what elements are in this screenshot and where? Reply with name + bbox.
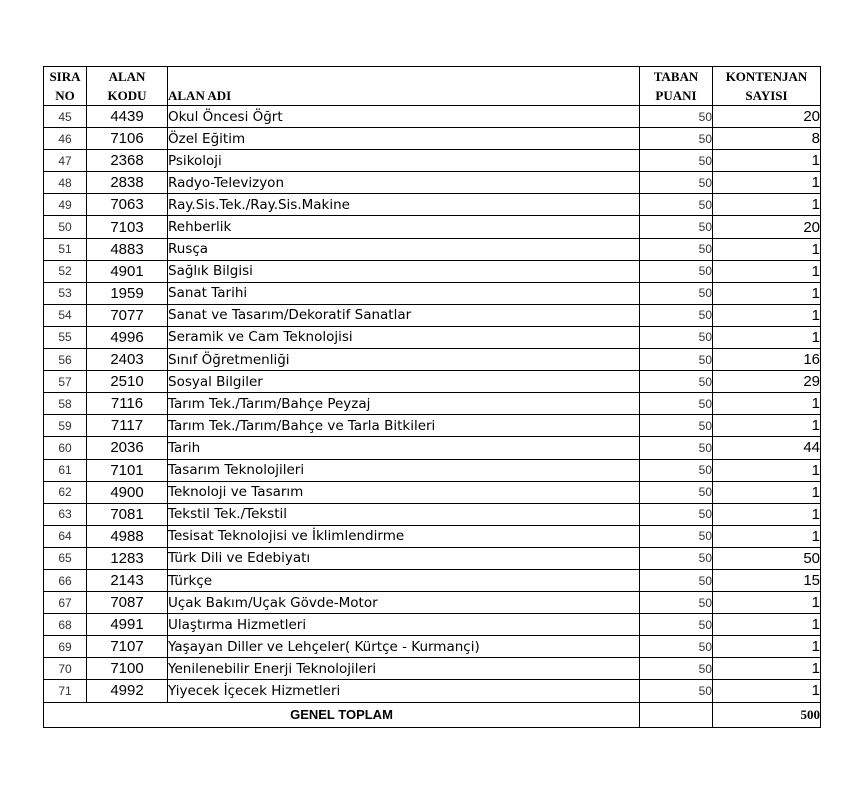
table-row xyxy=(44,437,821,459)
cell-alan-kodu: 4900 xyxy=(87,481,168,503)
cell-sira-no: 62 xyxy=(44,481,87,503)
cell-taban-puani: 50 xyxy=(640,393,713,415)
cell-taban-puani: 50 xyxy=(640,415,713,437)
cell-taban-puani: 50 xyxy=(640,371,713,393)
cell-alan-kodu: 2403 xyxy=(87,349,168,371)
cell-kontenjan-sayisi: 1 xyxy=(713,326,821,348)
table-row xyxy=(44,128,821,150)
cell-sira-no: 64 xyxy=(44,525,87,547)
cell-taban-puani: 50 xyxy=(640,216,713,238)
table-row xyxy=(44,459,821,481)
cell-alan-kodu: 4901 xyxy=(87,260,168,282)
table-row xyxy=(44,371,821,393)
cell-alan-adi: Tarım Tek./Tarım/Bahçe Peyzaj xyxy=(168,393,640,415)
cell-taban-puani: 50 xyxy=(640,481,713,503)
cell-sira-no: 51 xyxy=(44,238,87,260)
cell-sira-no: 69 xyxy=(44,636,87,658)
cell-kontenjan-sayisi: 1 xyxy=(713,459,821,481)
cell-kontenjan-sayisi: 29 xyxy=(713,371,821,393)
header-sira-line1: SIRA xyxy=(49,69,81,84)
cell-taban-puani: 50 xyxy=(640,106,713,128)
header-kont-line1: KONTENJAN xyxy=(725,69,808,84)
table-row xyxy=(44,636,821,658)
cell-alan-adi: Teknoloji ve Tasarım xyxy=(168,481,640,503)
cell-alan-kodu: 7087 xyxy=(87,592,168,614)
cell-alan-adi: Tarım Tek./Tarım/Bahçe ve Tarla Bitkileri xyxy=(168,415,640,437)
cell-taban-puani: 50 xyxy=(640,150,713,172)
table-row xyxy=(44,481,821,503)
cell-alan-kodu: 4439 xyxy=(87,106,168,128)
cell-kontenjan-sayisi: 1 xyxy=(713,393,821,415)
table-row xyxy=(44,194,821,216)
cell-kontenjan-sayisi: 20 xyxy=(713,216,821,238)
cell-kontenjan-sayisi: 20 xyxy=(713,106,821,128)
header-kod-line1: ALAN xyxy=(108,69,146,84)
header-row xyxy=(44,67,821,106)
cell-kontenjan-sayisi: 1 xyxy=(713,614,821,636)
cell-kontenjan-sayisi: 1 xyxy=(713,525,821,547)
cell-alan-kodu: 4992 xyxy=(87,680,168,702)
cell-taban-puani: 50 xyxy=(640,304,713,326)
cell-kontenjan-sayisi: 50 xyxy=(713,547,821,569)
cell-alan-kodu: 4988 xyxy=(87,525,168,547)
cell-sira-no: 70 xyxy=(44,658,87,680)
header-kont-line2: SAYISI xyxy=(745,88,788,103)
table-row xyxy=(44,326,821,348)
header-sira-no xyxy=(44,67,87,106)
cell-alan-adi: Tasarım Teknolojileri xyxy=(168,459,640,481)
cell-kontenjan-sayisi: 1 xyxy=(713,592,821,614)
table-row xyxy=(44,106,821,128)
header-kod-line2: KODU xyxy=(107,88,147,103)
header-taban-line2: PUANI xyxy=(655,88,697,103)
cell-alan-adi: Özel Eğitim xyxy=(168,128,640,150)
table-row xyxy=(44,172,821,194)
cell-alan-adi: Seramik ve Cam Teknolojisi xyxy=(168,326,640,348)
cell-sira-no: 46 xyxy=(44,128,87,150)
table-row xyxy=(44,393,821,415)
table-row xyxy=(44,503,821,525)
cell-alan-adi: Tesisat Teknolojisi ve İklimlendirme xyxy=(168,525,640,547)
table-row xyxy=(44,216,821,238)
header-taban-line1: TABAN xyxy=(653,69,699,84)
table-row xyxy=(44,680,821,702)
cell-alan-kodu: 7100 xyxy=(87,658,168,680)
table-row xyxy=(44,525,821,547)
cell-alan-adi: Uçak Bakım/Uçak Gövde-Motor xyxy=(168,592,640,614)
cell-alan-kodu: 2036 xyxy=(87,437,168,459)
cell-alan-adi: Yaşayan Diller ve Lehçeler( Kürtçe - Kurmançi) xyxy=(168,636,640,658)
table-row xyxy=(44,569,821,591)
cell-alan-adi: Sanat Tarihi xyxy=(168,282,640,304)
cell-alan-kodu: 7117 xyxy=(87,415,168,437)
cell-taban-puani: 50 xyxy=(640,194,713,216)
cell-sira-no: 52 xyxy=(44,260,87,282)
cell-kontenjan-sayisi: 1 xyxy=(713,172,821,194)
cell-alan-kodu: 4996 xyxy=(87,326,168,348)
header-sira-line2: NO xyxy=(55,88,75,103)
cell-kontenjan-sayisi: 1 xyxy=(713,238,821,260)
cell-alan-kodu: 1959 xyxy=(87,282,168,304)
table-row xyxy=(44,304,821,326)
cell-taban-puani: 50 xyxy=(640,503,713,525)
cell-sira-no: 60 xyxy=(44,437,87,459)
table-row xyxy=(44,614,821,636)
cell-sira-no: 53 xyxy=(44,282,87,304)
header-alan-adi: ALAN ADI xyxy=(168,67,640,106)
cell-alan-adi: Yiyecek İçecek Hizmetleri xyxy=(168,680,640,702)
header-taban-puani xyxy=(640,67,713,106)
cell-kontenjan-sayisi: 8 xyxy=(713,128,821,150)
cell-sira-no: 68 xyxy=(44,614,87,636)
table-row xyxy=(44,282,821,304)
cell-alan-kodu: 2143 xyxy=(87,569,168,591)
table-row xyxy=(44,150,821,172)
cell-kontenjan-sayisi: 1 xyxy=(713,503,821,525)
cell-sira-no: 61 xyxy=(44,459,87,481)
cell-taban-puani: 50 xyxy=(640,437,713,459)
cell-taban-puani: 50 xyxy=(640,172,713,194)
cell-alan-adi: Ulaştırma Hizmetleri xyxy=(168,614,640,636)
table-row xyxy=(44,658,821,680)
cell-kontenjan-sayisi: 1 xyxy=(713,282,821,304)
cell-alan-adi: Türk Dili ve Edebiyatı xyxy=(168,547,640,569)
quota-table xyxy=(43,66,821,728)
cell-taban-puani: 50 xyxy=(640,592,713,614)
cell-kontenjan-sayisi: 44 xyxy=(713,437,821,459)
cell-sira-no: 67 xyxy=(44,592,87,614)
cell-alan-kodu: 7081 xyxy=(87,503,168,525)
cell-sira-no: 54 xyxy=(44,304,87,326)
cell-sira-no: 55 xyxy=(44,326,87,348)
table-row xyxy=(44,592,821,614)
cell-sira-no: 59 xyxy=(44,415,87,437)
cell-alan-adi: Ray.Sis.Tek./Ray.Sis.Makine xyxy=(168,194,640,216)
total-label: GENEL TOPLAM xyxy=(44,702,640,727)
cell-alan-adi: Tekstil Tek./Tekstil xyxy=(168,503,640,525)
cell-kontenjan-sayisi: 1 xyxy=(713,304,821,326)
cell-taban-puani: 50 xyxy=(640,569,713,591)
cell-taban-puani: 50 xyxy=(640,459,713,481)
cell-sira-no: 45 xyxy=(44,106,87,128)
header-kontenjan-sayisi xyxy=(713,67,821,106)
table-row xyxy=(44,415,821,437)
cell-alan-kodu: 7101 xyxy=(87,459,168,481)
cell-alan-adi: Okul Öncesi Öğrt xyxy=(168,106,640,128)
table-body xyxy=(44,106,821,703)
cell-taban-puani: 50 xyxy=(640,658,713,680)
cell-alan-adi: Rusça xyxy=(168,238,640,260)
cell-sira-no: 48 xyxy=(44,172,87,194)
cell-alan-kodu: 7103 xyxy=(87,216,168,238)
cell-kontenjan-sayisi: 1 xyxy=(713,636,821,658)
cell-alan-kodu: 2510 xyxy=(87,371,168,393)
cell-alan-kodu: 4991 xyxy=(87,614,168,636)
cell-sira-no: 50 xyxy=(44,216,87,238)
table-row xyxy=(44,260,821,282)
cell-kontenjan-sayisi: 15 xyxy=(713,569,821,591)
cell-sira-no: 65 xyxy=(44,547,87,569)
cell-taban-puani: 50 xyxy=(640,525,713,547)
cell-alan-adi: Radyo-Televizyon xyxy=(168,172,640,194)
cell-kontenjan-sayisi: 1 xyxy=(713,680,821,702)
cell-alan-kodu: 7063 xyxy=(87,194,168,216)
cell-alan-adi: Sınıf Öğretmenliği xyxy=(168,349,640,371)
cell-kontenjan-sayisi: 1 xyxy=(713,481,821,503)
cell-taban-puani: 50 xyxy=(640,128,713,150)
cell-kontenjan-sayisi: 1 xyxy=(713,194,821,216)
cell-alan-kodu: 7107 xyxy=(87,636,168,658)
cell-alan-kodu: 7116 xyxy=(87,393,168,415)
cell-taban-puani: 50 xyxy=(640,636,713,658)
cell-alan-adi: Tarih xyxy=(168,437,640,459)
cell-sira-no: 71 xyxy=(44,680,87,702)
cell-alan-kodu: 7077 xyxy=(87,304,168,326)
cell-sira-no: 57 xyxy=(44,371,87,393)
cell-kontenjan-sayisi: 1 xyxy=(713,415,821,437)
cell-alan-adi: Türkçe xyxy=(168,569,640,591)
cell-taban-puani: 50 xyxy=(640,349,713,371)
cell-alan-adi: Rehberlik xyxy=(168,216,640,238)
table-row xyxy=(44,349,821,371)
total-empty-cell xyxy=(640,702,713,727)
cell-alan-adi: Sosyal Bilgiler xyxy=(168,371,640,393)
cell-alan-adi: Sanat ve Tasarım/Dekoratif Sanatlar xyxy=(168,304,640,326)
cell-taban-puani: 50 xyxy=(640,547,713,569)
cell-sira-no: 63 xyxy=(44,503,87,525)
cell-sira-no: 56 xyxy=(44,349,87,371)
header-alan-kodu xyxy=(87,67,168,106)
cell-alan-adi: Psikoloji xyxy=(168,150,640,172)
cell-taban-puani: 50 xyxy=(640,326,713,348)
cell-sira-no: 66 xyxy=(44,569,87,591)
cell-alan-kodu: 4883 xyxy=(87,238,168,260)
cell-alan-adi: Yenilenebilir Enerji Teknolojileri xyxy=(168,658,640,680)
total-value: 500 xyxy=(713,702,821,727)
cell-kontenjan-sayisi: 16 xyxy=(713,349,821,371)
cell-sira-no: 58 xyxy=(44,393,87,415)
cell-alan-adi: Sağlık Bilgisi xyxy=(168,260,640,282)
table-row xyxy=(44,547,821,569)
cell-sira-no: 49 xyxy=(44,194,87,216)
cell-sira-no: 47 xyxy=(44,150,87,172)
cell-alan-kodu: 7106 xyxy=(87,128,168,150)
cell-kontenjan-sayisi: 1 xyxy=(713,260,821,282)
table-row xyxy=(44,238,821,260)
cell-taban-puani: 50 xyxy=(640,260,713,282)
cell-taban-puani: 50 xyxy=(640,680,713,702)
total-row xyxy=(44,702,821,727)
cell-alan-kodu: 2838 xyxy=(87,172,168,194)
cell-kontenjan-sayisi: 1 xyxy=(713,150,821,172)
cell-taban-puani: 50 xyxy=(640,282,713,304)
cell-taban-puani: 50 xyxy=(640,614,713,636)
cell-taban-puani: 50 xyxy=(640,238,713,260)
cell-alan-kodu: 2368 xyxy=(87,150,168,172)
cell-kontenjan-sayisi: 1 xyxy=(713,658,821,680)
cell-alan-kodu: 1283 xyxy=(87,547,168,569)
